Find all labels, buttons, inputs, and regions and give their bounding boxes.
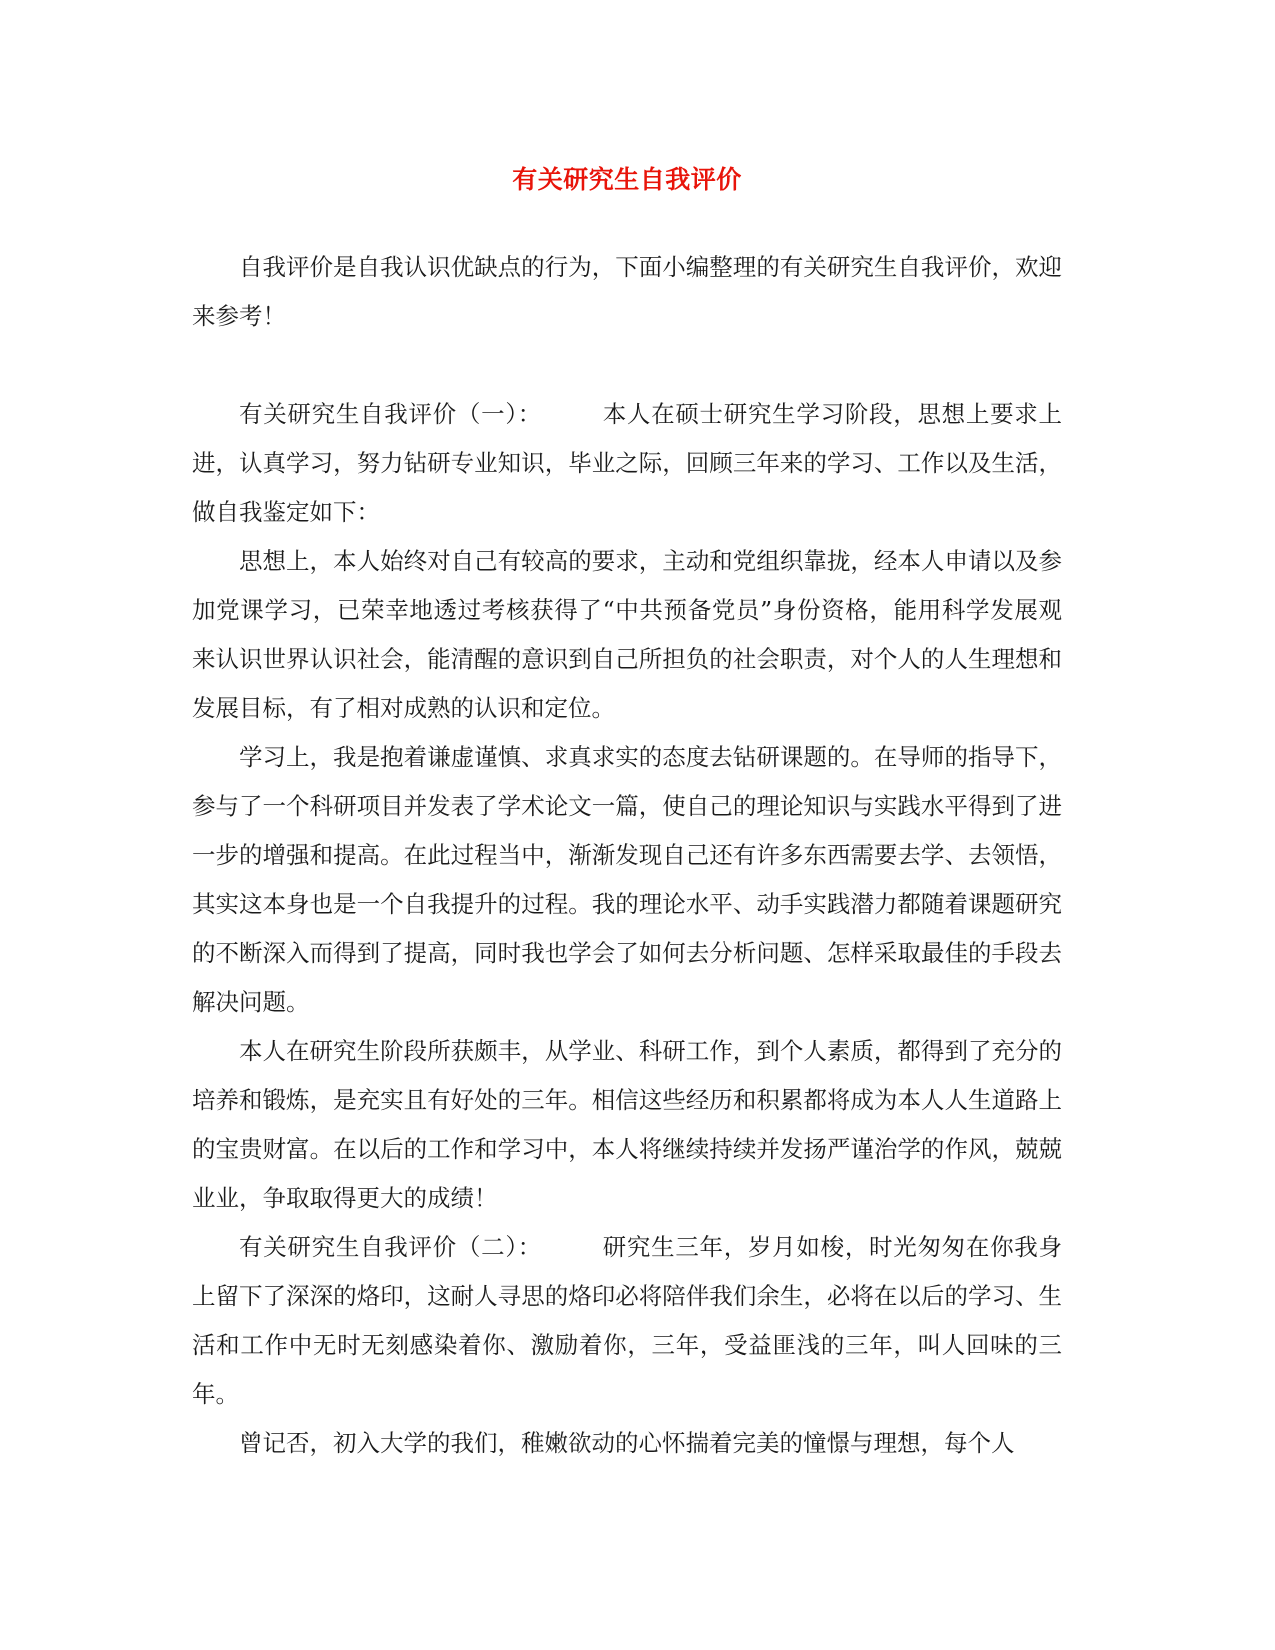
section1-lead: 本人在硕士研究生学习阶段，思想上要求上进，认真学习，努力钻研专业知识，毕业之际，回顾三年来的学习、工作以及生活，做自我鉴定如下： bbox=[192, 400, 1063, 526]
section2-paragraph-1: 曾记否，初入大学的我们，稚嫩欲动的心怀揣着完美的憧憬与理想，每个人 bbox=[239, 1429, 1015, 1457]
section1-paragraph-3: 本人在研究生阶段所获颇丰，从学业、科研工作，到个人素质，都得到了充分的培养和锻炼，是充实且有好处的三年。相信这些经历和积累都将成为本人人生道路上的宝贵财富。在以后的工作和学习中，本人将继续持续并发扬严谨治学的作风，兢兢业业，争取取得更大的成绩！ bbox=[192, 1037, 1062, 1212]
section1-paragraph-2: 学习上，我是抱着谦虚谨慎、求真求实的态度去钻研课题的。在导师的指导下，参与了一个科研项目并发表了学术论文一篇，使自己的理论知识与实践水平得到了进一步的增强和提高。在此过程当中，渐渐发现自己还有许多东西需要去学、去领悟，其实这本身也是一个自我提升的过程。我的理论水平、动手实践潜力都随着课题研究的不断深入而得到了提高，同时我也学会了如何去分析问题、怎样采取最佳的手段去解决问题。 bbox=[192, 743, 1062, 1016]
document-title: 有关研究生自我评价 bbox=[512, 165, 742, 194]
section1-paragraph-1: 思想上，本人始终对自己有较高的要求，主动和党组织靠拢，经本人申请以及参加党课学习，已荣幸地透过考核获得了“中共预备党员”身份资格，能用科学发展观来认识世界认识社会，能清醒的意识到自己所担负的社会职责，对个人的人生理想和发展目标，有了相对成熟的认识和定位。 bbox=[192, 547, 1062, 722]
section1-lead-paragraph bbox=[192, 390, 1062, 537]
section2-heading: 有关研究生自我评价（二）： bbox=[239, 1233, 542, 1261]
section2-lead-paragraph bbox=[192, 1223, 1062, 1419]
intro-paragraph: 自我评价是自我认识优缺点的行为，下面小编整理的有关研究生自我评价，欢迎来参考！ bbox=[192, 253, 1062, 330]
document-body bbox=[192, 243, 1062, 1468]
section1-heading: 有关研究生自我评价（一）： bbox=[239, 400, 542, 428]
section2-lead: 研究生三年，岁月如梭，时光匆匆在你我身上留下了深深的烙印，这耐人寻思的烙印必将陪伴我们余生，必将在以后的学习、生活和工作中无时无刻感染着你、激励着你，三年，受益匪浅的三年，叫人回味的三年。 bbox=[192, 1233, 1063, 1408]
